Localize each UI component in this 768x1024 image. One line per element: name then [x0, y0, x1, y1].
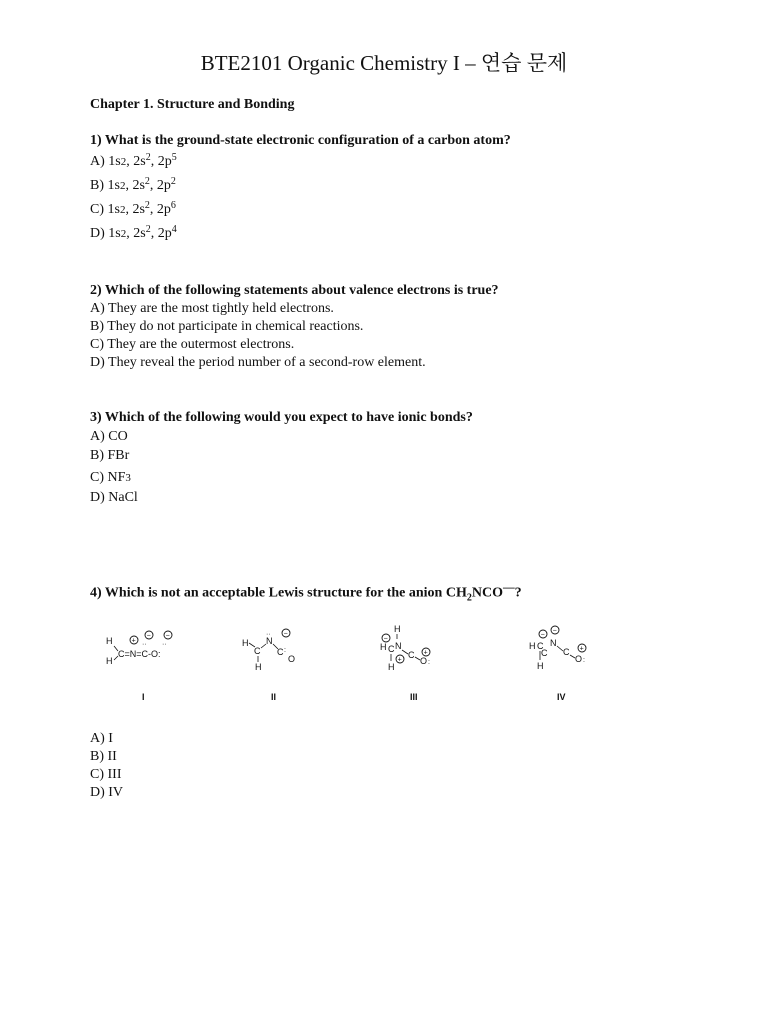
- question-mark: ?: [514, 585, 522, 601]
- positive-charge-icon: [422, 648, 430, 657]
- exponent-2s: 2: [144, 176, 150, 187]
- question-4-stem: [90, 579, 522, 607]
- question-2-option-d[interactable]: D) They reveal the period number of a second-row element.: [90, 355, 426, 370]
- positive-charge-icon: [396, 655, 404, 664]
- negative-charge-icon: [164, 631, 172, 640]
- structure-ii-drawing: [240, 620, 320, 680]
- question-1: [90, 132, 511, 246]
- exponent-1s: 2: [120, 228, 127, 240]
- carbon: C: [541, 648, 548, 658]
- hydrogen-bottom: H: [106, 656, 113, 666]
- question-1-option-d[interactable]: [90, 222, 511, 246]
- exponent-1s: 2: [119, 180, 126, 192]
- hydrogen-left: H: [380, 642, 387, 652]
- orbital-1s: 1s: [108, 154, 121, 169]
- question-1-stem: 1) What is the ground-state electronic configuration of a carbon atom?: [90, 133, 511, 148]
- stem-formula: NCO: [471, 585, 503, 601]
- carbon: C: [408, 650, 415, 660]
- svg-text:+: +: [579, 645, 584, 653]
- orbital-2p: , 2p: [149, 202, 171, 217]
- orbital-2s: , 2s: [126, 154, 146, 169]
- orbital-2s: , 2s: [125, 178, 145, 193]
- svg-text:−: −: [540, 631, 545, 639]
- question-3-option-b[interactable]: B) FBr: [90, 448, 130, 463]
- hydrogen-top: H: [394, 624, 401, 634]
- lone-pair: :: [583, 657, 585, 664]
- orbital-1s: 1s: [107, 202, 120, 217]
- hydrogen-bottom: H: [388, 662, 395, 672]
- exponent-2p: 6: [170, 200, 176, 211]
- carbon: C: [563, 647, 570, 657]
- lewis-structure-ii: [240, 620, 320, 702]
- question-2-option-a[interactable]: A) They are the most tightly held electrons.: [90, 301, 334, 316]
- lone-pair: ··: [162, 641, 167, 648]
- orbital-2p: , 2p: [150, 154, 172, 169]
- hydrogen-left: H: [242, 638, 249, 648]
- svg-text:+: +: [131, 637, 136, 645]
- option-letter: B): [90, 178, 108, 193]
- nitrogen: N: [395, 641, 402, 651]
- question-4: [90, 579, 522, 607]
- svg-text:−: −: [552, 627, 557, 635]
- carbon: C: [388, 644, 395, 654]
- svg-text:−: −: [383, 635, 388, 643]
- subscript-2: 2: [466, 592, 472, 604]
- svg-text:+: +: [423, 649, 428, 657]
- option-text: C) NF: [90, 470, 126, 485]
- positive-charge-icon: [130, 636, 138, 645]
- option-letter: C): [90, 202, 108, 217]
- exponent-1s: 2: [120, 156, 127, 168]
- nitrogen: N: [550, 638, 557, 648]
- lewis-structure-iv: [527, 620, 607, 702]
- question-4-options: [90, 730, 123, 802]
- question-4-option-b[interactable]: B) II: [90, 749, 117, 764]
- structure-iii-drawing: [378, 620, 458, 680]
- orbital-2p: , 2p: [150, 226, 172, 241]
- exponent-2p: 2: [170, 176, 176, 187]
- question-3: [90, 409, 473, 507]
- exponent-2p: 4: [171, 224, 177, 235]
- structure-label-iii: III: [410, 692, 418, 702]
- question-2-option-c[interactable]: C) They are the outermost electrons.: [90, 337, 295, 352]
- lone-pair: ··: [142, 641, 147, 648]
- question-1-option-b[interactable]: [90, 174, 511, 198]
- question-2: [90, 282, 499, 372]
- question-2-stem: 2) Which of the following statements about valence electrons is true?: [90, 283, 499, 298]
- structure-iv-drawing: [527, 620, 607, 680]
- exponent-1s: 2: [119, 204, 126, 216]
- question-3-option-c[interactable]: [90, 468, 473, 488]
- structure-label-iv: IV: [557, 692, 566, 702]
- page-title: BTE2101 Organic Chemistry I – 연습 문제: [200, 51, 568, 75]
- exponent-2s: 2: [144, 200, 150, 211]
- orbital-2s: , 2s: [126, 226, 146, 241]
- svg-text:+: +: [397, 656, 402, 664]
- question-1-option-c[interactable]: [90, 198, 511, 222]
- structure-i-drawing: [104, 620, 194, 680]
- hydrogen-bottom: H: [537, 661, 544, 671]
- lone-pair: :: [284, 647, 286, 654]
- positive-charge-icon: [578, 644, 586, 653]
- negative-charge-icon: [145, 631, 153, 640]
- exponent-2s: 2: [145, 152, 151, 163]
- question-3-stem: 3) Which of the following would you expect to have ionic bonds?: [90, 410, 473, 425]
- structure-label-i: I: [142, 692, 145, 702]
- structure-label-ii: II: [271, 692, 277, 702]
- lone-pair: ··: [266, 631, 271, 638]
- stem-text: 4) Which is not an acceptable Lewis structure for the anion CH: [90, 585, 467, 601]
- oxygen: O: [420, 656, 428, 666]
- negative-charge-icon: [551, 626, 559, 635]
- question-3-option-a[interactable]: A) CO: [90, 429, 128, 444]
- hydrogen-left: H: [529, 641, 536, 651]
- chapter-heading: Chapter 1. Structure and Bonding: [90, 97, 295, 112]
- negative-charge-icon: [539, 630, 547, 639]
- nitrogen: N: [266, 636, 273, 646]
- oxygen: O: [288, 654, 296, 664]
- lewis-structure-iii: [378, 620, 458, 702]
- exponent-2p: 5: [171, 152, 177, 163]
- option-letter: A): [90, 154, 109, 169]
- question-4-option-d[interactable]: D) IV: [90, 785, 124, 800]
- question-2-option-b[interactable]: B) They do not participate in chemical reactions.: [90, 319, 364, 334]
- carbon: C: [537, 641, 544, 651]
- oxygen: O: [575, 654, 583, 664]
- lewis-structures: [90, 620, 610, 710]
- question-1-option-a[interactable]: [90, 150, 511, 174]
- anion-charge: —: [502, 581, 515, 594]
- svg-text:−: −: [165, 632, 170, 640]
- question-4-option-a[interactable]: A) I: [90, 731, 113, 746]
- question-4-option-c[interactable]: C) III: [90, 767, 122, 782]
- orbital-2p: , 2p: [149, 178, 171, 193]
- orbital-1s: 1s: [107, 178, 120, 193]
- svg-text:−: −: [146, 632, 151, 640]
- lewis-structure-i: [104, 620, 194, 702]
- orbital-1s: 1s: [108, 226, 121, 241]
- hydrogen-bottom: H: [255, 662, 262, 672]
- negative-charge-icon: [282, 629, 290, 638]
- subscript-3: 3: [125, 472, 131, 484]
- option-letter: D): [90, 226, 109, 241]
- svg-text:−: −: [283, 630, 288, 638]
- carbon: C: [254, 646, 261, 656]
- question-3-option-d[interactable]: D) NaCl: [90, 490, 138, 505]
- carbon: C: [277, 647, 284, 657]
- chain-text: C=N=C-O:: [118, 649, 161, 659]
- exponent-2s: 2: [145, 224, 151, 235]
- orbital-2s: , 2s: [125, 202, 145, 217]
- lone-pair: :: [428, 659, 430, 666]
- hydrogen-top: H: [106, 636, 113, 646]
